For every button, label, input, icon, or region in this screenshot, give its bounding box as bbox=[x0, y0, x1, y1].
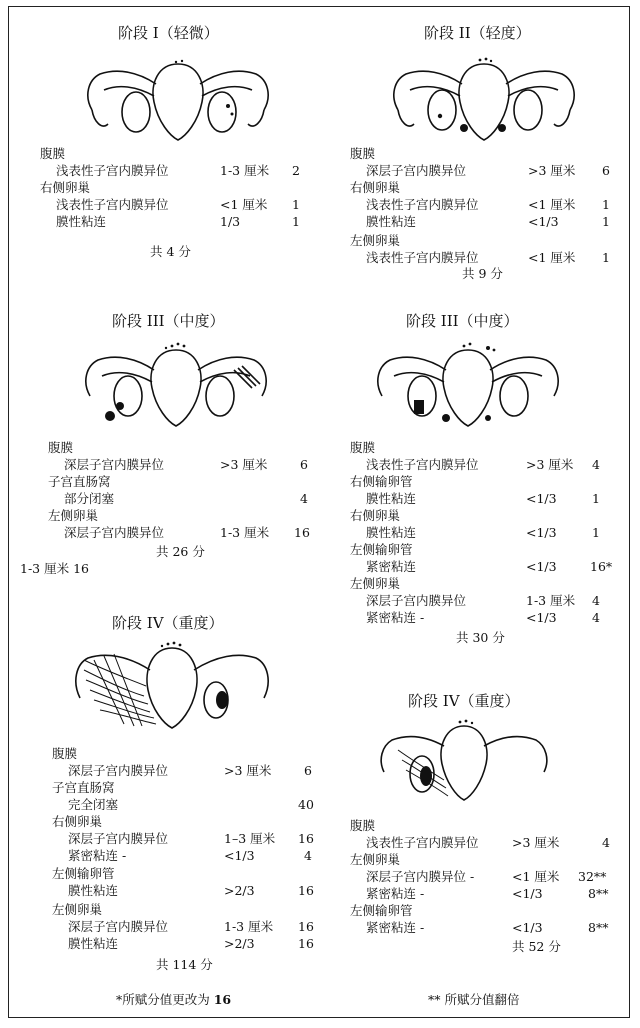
row-size: <1/3 bbox=[526, 559, 557, 574]
row-score: 4 bbox=[592, 457, 600, 472]
stage4a-heading-peritoneum: 腹膜 bbox=[52, 746, 78, 761]
row-label: 深层子宫内膜异位 - bbox=[366, 869, 475, 884]
footnote-left-value: 16 bbox=[213, 992, 232, 1007]
row-size: 1-3 厘米 bbox=[220, 163, 270, 178]
row-label: 完全闭塞 bbox=[68, 797, 119, 812]
stage4b-row bbox=[366, 920, 609, 936]
stage4b-row bbox=[366, 886, 609, 902]
stage3b-row bbox=[366, 610, 600, 626]
stage3b-row bbox=[366, 559, 613, 575]
row-score: 16 bbox=[294, 525, 310, 540]
stage4a-row bbox=[68, 936, 314, 952]
row-size: <1 厘米 bbox=[220, 197, 268, 212]
stage2-total: 共 9 分 bbox=[462, 266, 503, 281]
row-label: 膜性粘连 bbox=[366, 214, 417, 229]
row-size: >2/3 bbox=[224, 883, 255, 898]
row-label: 膜性粘连 bbox=[56, 214, 107, 229]
row-score: 4 bbox=[300, 491, 308, 506]
stage4a-title: 阶段 IV（重度） bbox=[112, 614, 224, 632]
row-score: 1 bbox=[602, 214, 610, 229]
row-size: <1/3 bbox=[512, 920, 543, 935]
row-label: 深层子宫内膜异位 bbox=[64, 525, 165, 540]
row-label: 深层子宫内膜异位 bbox=[366, 163, 467, 178]
stage1-heading-right-ovary: 右侧卵巢 bbox=[40, 180, 91, 195]
row-size: 1-3 厘米 bbox=[220, 525, 270, 540]
row-label: 深层子宫内膜异位 bbox=[64, 457, 165, 472]
stage2-illustration bbox=[384, 44, 584, 144]
stage2-heading-right-ovary: 右侧卵巢 bbox=[350, 180, 401, 195]
stage4a-row bbox=[68, 883, 314, 899]
stage4b-title: 阶段 IV（重度） bbox=[408, 692, 520, 710]
row-label: 浅表性子宫内膜异位 bbox=[366, 457, 479, 472]
row-score: 4 bbox=[602, 835, 610, 850]
row-score: 1 bbox=[292, 197, 300, 212]
stage2-title: 阶段 II（轻度） bbox=[424, 24, 531, 42]
row-size: <1/3 bbox=[526, 491, 557, 506]
stage1-row bbox=[56, 214, 300, 230]
stage2-row bbox=[366, 197, 610, 213]
stage3a-heading-left-ovary: 左侧卵巢 bbox=[48, 508, 99, 523]
row-size: 1–3 厘米 bbox=[224, 831, 276, 846]
stage3b-heading-left-tube: 左侧输卵管 bbox=[350, 542, 413, 557]
row-size: >3 厘米 bbox=[526, 457, 574, 472]
stage2-heading-left-ovary: 左侧卵巢 bbox=[350, 233, 401, 248]
row-score: 1 bbox=[592, 525, 600, 540]
stage3b-total: 共 30 分 bbox=[456, 630, 505, 645]
row-score: 16* bbox=[590, 559, 613, 574]
row-score: 4 bbox=[592, 593, 600, 608]
stage3b-row bbox=[366, 457, 600, 473]
stage4a-total: 共 114 分 bbox=[156, 957, 213, 972]
stage4a-heading-left-tube: 左侧输卵管 bbox=[52, 866, 115, 881]
row-size: 1-3 厘米 bbox=[224, 919, 274, 934]
row-score: 40 bbox=[298, 797, 314, 812]
row-label: 紧密粘连 - bbox=[366, 886, 425, 901]
stage1-title: 阶段 I（轻微） bbox=[118, 24, 219, 42]
stage2-heading-peritoneum: 腹膜 bbox=[350, 146, 376, 161]
stage4b-heading-peritoneum: 腹膜 bbox=[350, 818, 376, 833]
stage4b-heading-left-ovary: 左侧卵巢 bbox=[350, 852, 401, 867]
row-score: 1 bbox=[602, 197, 610, 212]
stage2-row bbox=[366, 163, 610, 179]
row-label: 膜性粘连 bbox=[68, 936, 119, 951]
stage3a-row bbox=[64, 525, 310, 541]
row-label: 膜性粘连 bbox=[366, 525, 417, 540]
row-size: <1 厘米 bbox=[528, 197, 576, 212]
row-size: <1/3 bbox=[528, 214, 559, 229]
row-score: 1 bbox=[292, 214, 300, 229]
stage4b-row bbox=[366, 835, 610, 851]
stage3b-row bbox=[366, 593, 600, 609]
row-label: 深层子宫内膜异位 bbox=[68, 763, 169, 778]
row-size: >2/3 bbox=[224, 936, 255, 951]
row-label: 浅表性子宫内膜异位 bbox=[366, 197, 479, 212]
stage2-row bbox=[366, 214, 610, 230]
stage1-row bbox=[56, 197, 300, 213]
row-label: 深层子宫内膜异位 bbox=[366, 593, 467, 608]
row-size: >3 厘米 bbox=[224, 763, 272, 778]
stage3b-row bbox=[366, 525, 600, 541]
stage3b-title: 阶段 III（中度） bbox=[406, 312, 519, 330]
row-size: 1/3 bbox=[220, 214, 241, 229]
stage4a-heading-cul-de-sac: 子宫直肠窝 bbox=[52, 780, 115, 795]
stage4a-illustration bbox=[64, 630, 278, 738]
stage4b-row bbox=[366, 869, 607, 885]
row-label: 紧密粘连 - bbox=[366, 920, 425, 935]
stage4b-total: 共 52 分 bbox=[512, 939, 561, 954]
stage3a-stray-text: 1-3 厘米 16 bbox=[20, 561, 89, 576]
stage4b-illustration bbox=[372, 710, 552, 806]
stage3a-illustration bbox=[76, 330, 276, 430]
row-label: 紧密粘连 - bbox=[68, 848, 127, 863]
row-label: 紧密粘连 - bbox=[366, 610, 425, 625]
stage3b-heading-right-ovary: 右侧卵巢 bbox=[350, 508, 401, 523]
stage4a-row bbox=[68, 831, 314, 847]
row-score: 16 bbox=[298, 883, 314, 898]
stage3b-heading-right-tube: 右侧输卵管 bbox=[350, 474, 413, 489]
row-size: 1-3 厘米 bbox=[526, 593, 576, 608]
row-score: 2 bbox=[292, 163, 300, 178]
row-score: 16 bbox=[298, 831, 314, 846]
stage3a-row bbox=[64, 491, 308, 507]
stage3a-heading-cul-de-sac: 子宫直肠窝 bbox=[48, 474, 111, 489]
stage3a-total: 共 26 分 bbox=[156, 544, 205, 559]
row-score: 16 bbox=[298, 919, 314, 934]
stage3b-heading-left-ovary: 左侧卵巢 bbox=[350, 576, 401, 591]
stage4a-row bbox=[68, 848, 312, 864]
row-size: >3 厘米 bbox=[220, 457, 268, 472]
stage3a-heading-peritoneum: 腹膜 bbox=[48, 440, 74, 455]
row-size: <1/3 bbox=[224, 848, 255, 863]
row-score: 8** bbox=[588, 920, 609, 935]
row-label: 部分闭塞 bbox=[64, 491, 115, 506]
row-label: 深层子宫内膜异位 bbox=[68, 919, 169, 934]
row-score: 1 bbox=[602, 250, 610, 265]
row-score: 1 bbox=[592, 491, 600, 506]
row-label: 浅表性子宫内膜异位 bbox=[56, 197, 169, 212]
stage3a-title: 阶段 III（中度） bbox=[112, 312, 225, 330]
stage1-row bbox=[56, 163, 300, 179]
row-size: >3 厘米 bbox=[528, 163, 576, 178]
row-size: <1 厘米 bbox=[528, 250, 576, 265]
row-size: <1/3 bbox=[512, 886, 543, 901]
stage1-total: 共 4 分 bbox=[150, 244, 191, 259]
row-label: 深层子宫内膜异位 bbox=[68, 831, 169, 846]
row-score: 4 bbox=[304, 848, 312, 863]
stage4a-row bbox=[68, 919, 314, 935]
row-score: 16 bbox=[298, 936, 314, 951]
row-score: 32** bbox=[578, 869, 607, 884]
row-size: <1/3 bbox=[526, 525, 557, 540]
footnote-right: ** 所赋分值翻倍 bbox=[428, 992, 520, 1007]
row-score: 4 bbox=[592, 610, 600, 625]
row-score: 6 bbox=[602, 163, 610, 178]
row-score: 6 bbox=[300, 457, 308, 472]
stage3b-row bbox=[366, 491, 600, 507]
stage4a-row bbox=[68, 797, 314, 813]
row-label: 膜性粘连 bbox=[366, 491, 417, 506]
footnote-left bbox=[116, 990, 231, 1008]
stage4a-heading-right-ovary: 右侧卵巢 bbox=[52, 814, 103, 829]
row-label: 膜性粘连 bbox=[68, 883, 119, 898]
row-score: 8** bbox=[588, 886, 609, 901]
stage4a-row bbox=[68, 763, 312, 779]
row-label: 浅表性子宫内膜异位 bbox=[56, 163, 169, 178]
stage3b-heading-peritoneum: 腹膜 bbox=[350, 440, 376, 455]
stage1-heading-peritoneum: 腹膜 bbox=[40, 146, 66, 161]
row-size: <1/3 bbox=[526, 610, 557, 625]
stage3b-illustration bbox=[368, 330, 568, 430]
row-label: 浅表性子宫内膜异位 bbox=[366, 835, 479, 850]
stage4b-heading-left-tube: 左侧输卵管 bbox=[350, 903, 413, 918]
row-score: 6 bbox=[304, 763, 312, 778]
row-size: <1 厘米 bbox=[512, 869, 560, 884]
stage3a-row bbox=[64, 457, 308, 473]
row-size: >3 厘米 bbox=[512, 835, 560, 850]
footnote-left-text: *所赋分值更改为 bbox=[116, 992, 214, 1007]
row-label: 浅表性子宫内膜异位 bbox=[366, 250, 479, 265]
stage1-illustration bbox=[78, 44, 278, 144]
row-label: 紧密粘连 bbox=[366, 559, 417, 574]
stage4a-heading-left-ovary: 左侧卵巢 bbox=[52, 902, 103, 917]
